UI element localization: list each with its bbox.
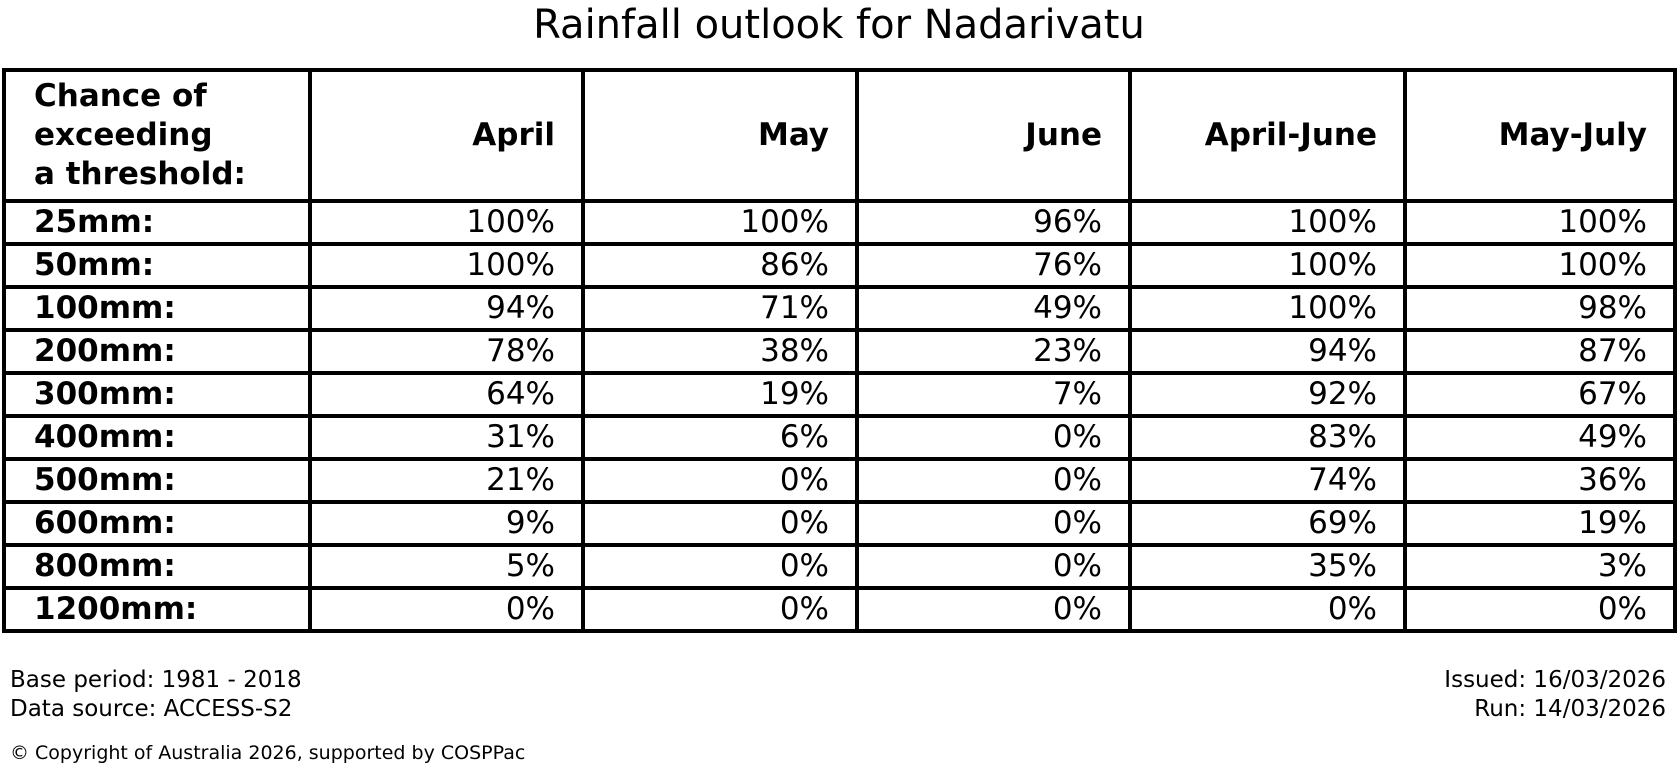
- probability-value: 36%: [1405, 459, 1675, 502]
- page-title: Rainfall outlook for Nadarivatu: [533, 2, 1145, 48]
- footer-left: [10, 666, 302, 724]
- table-row: [4, 330, 1675, 373]
- threshold-label: 800mm:: [4, 545, 310, 588]
- table-row: [4, 416, 1675, 459]
- probability-value: 0%: [583, 459, 857, 502]
- probability-value: 67%: [1405, 373, 1675, 416]
- probability-value: 49%: [1405, 416, 1675, 459]
- probability-value: 5%: [310, 545, 583, 588]
- probability-value: 100%: [1405, 201, 1675, 244]
- probability-value: 64%: [310, 373, 583, 416]
- probability-value: 100%: [310, 201, 583, 244]
- probability-value: 0%: [583, 502, 857, 545]
- probability-value: 71%: [583, 287, 857, 330]
- probability-value: 100%: [1130, 244, 1405, 287]
- probability-value: 100%: [1405, 244, 1675, 287]
- table-row: [4, 287, 1675, 330]
- threshold-label: 400mm:: [4, 416, 310, 459]
- probability-value: 0%: [857, 416, 1130, 459]
- threshold-label: 300mm:: [4, 373, 310, 416]
- base-period-text: Base period: 1981 - 2018: [10, 667, 302, 693]
- probability-value: 21%: [310, 459, 583, 502]
- probability-value: 3%: [1405, 545, 1675, 588]
- column-header-threshold-line: exceeding: [34, 117, 213, 154]
- threshold-label: 1200mm:: [4, 588, 310, 631]
- column-header-april-june: April-June: [1130, 70, 1405, 201]
- probability-value: 94%: [310, 287, 583, 330]
- threshold-label: 50mm:: [4, 244, 310, 287]
- column-header-may-july: May-July: [1405, 70, 1675, 201]
- column-header-april: April: [310, 70, 583, 201]
- probability-value: 0%: [583, 545, 857, 588]
- footer-right: [1444, 666, 1666, 724]
- run-date-text: Run: 14/03/2026: [1474, 696, 1666, 722]
- threshold-label: 25mm:: [4, 201, 310, 244]
- probability-value: 76%: [857, 244, 1130, 287]
- probability-value: 19%: [583, 373, 857, 416]
- probability-value: 100%: [1130, 287, 1405, 330]
- column-header-threshold: [4, 70, 310, 201]
- column-header-threshold-line: Chance of: [34, 78, 207, 115]
- table-row: [4, 373, 1675, 416]
- copyright-text: © Copyright of Australia 2026, supported by COSPPac: [10, 742, 526, 764]
- probability-value: 94%: [1130, 330, 1405, 373]
- probability-value: 83%: [1130, 416, 1405, 459]
- probability-value: 74%: [1130, 459, 1405, 502]
- probability-value: 98%: [1405, 287, 1675, 330]
- probability-value: 100%: [583, 201, 857, 244]
- probability-value: 92%: [1130, 373, 1405, 416]
- column-header-june: June: [857, 70, 1130, 201]
- issued-date-text: Issued: 16/03/2026: [1444, 667, 1666, 693]
- table-row: [4, 545, 1675, 588]
- probability-value: 49%: [857, 287, 1130, 330]
- probability-value: 23%: [857, 330, 1130, 373]
- rainfall-outlook-table: [2, 68, 1677, 633]
- threshold-label: 600mm:: [4, 502, 310, 545]
- probability-value: 0%: [1405, 588, 1675, 631]
- data-source-text: Data source: ACCESS-S2: [10, 696, 293, 722]
- probability-value: 87%: [1405, 330, 1675, 373]
- probability-value: 19%: [1405, 502, 1675, 545]
- probability-value: 6%: [583, 416, 857, 459]
- table-row: [4, 459, 1675, 502]
- probability-value: 100%: [1130, 201, 1405, 244]
- table-header-row: [4, 70, 1675, 201]
- probability-value: 78%: [310, 330, 583, 373]
- probability-value: 38%: [583, 330, 857, 373]
- threshold-label: 200mm:: [4, 330, 310, 373]
- probability-value: 0%: [310, 588, 583, 631]
- probability-value: 7%: [857, 373, 1130, 416]
- probability-value: 0%: [857, 588, 1130, 631]
- probability-value: 0%: [857, 459, 1130, 502]
- probability-value: 86%: [583, 244, 857, 287]
- probability-value: 69%: [1130, 502, 1405, 545]
- table-row: [4, 588, 1675, 631]
- column-header-threshold-line: a threshold:: [34, 155, 246, 192]
- probability-value: 100%: [310, 244, 583, 287]
- probability-value: 9%: [310, 502, 583, 545]
- probability-value: 31%: [310, 416, 583, 459]
- column-header-may: May: [583, 70, 857, 201]
- probability-value: 96%: [857, 201, 1130, 244]
- threshold-label: 500mm:: [4, 459, 310, 502]
- table-row: [4, 244, 1675, 287]
- probability-value: 0%: [857, 545, 1130, 588]
- probability-value: 0%: [857, 502, 1130, 545]
- probability-value: 0%: [1130, 588, 1405, 631]
- probability-value: 0%: [583, 588, 857, 631]
- threshold-label: 100mm:: [4, 287, 310, 330]
- table-row: [4, 201, 1675, 244]
- probability-value: 35%: [1130, 545, 1405, 588]
- table-row: [4, 502, 1675, 545]
